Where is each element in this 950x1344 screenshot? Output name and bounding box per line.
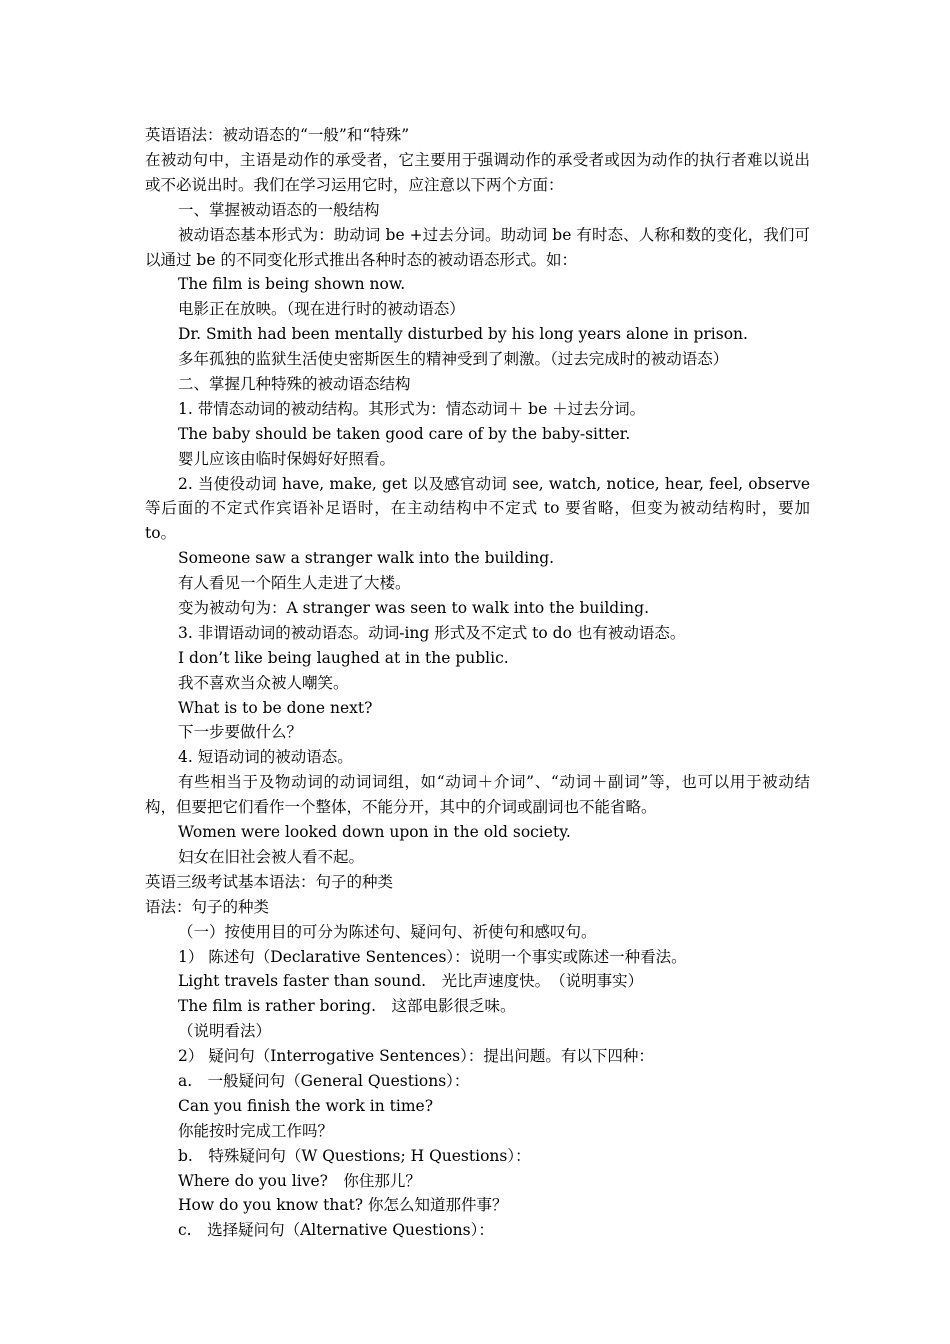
text-line: b. 特殊疑问句（W Questions; H Questions）： [178,1146,531,1165]
text-line: Light travels faster than sound. 光比声速度快。 （说明事实） [178,972,644,991]
text-line: 我不喜欢当众被人嘲笑。 [178,673,349,692]
text-line: 4. 短语动词的被动语态。 [178,748,353,767]
text-line: Where do you live? 你住那儿？ [178,1171,421,1190]
text-line: 2） 疑问句（Interrogative Sentences）：提出问题。有以下四种： [178,1047,654,1066]
text-line: c. 选择疑问句（Alternative Questions）： [178,1221,494,1240]
text-line: Dr. Smith had been mentally disturbed by his long years alone in prison. [178,325,748,344]
text-line: 二、掌握几种特殊的被动语态结构 [178,374,411,393]
text-line: Can you finish the work in time? [178,1096,434,1115]
text-line: The film is rather boring. 这部电影很乏味。 [178,997,516,1016]
text-line: 婴儿应该由临时保姆好好照看。 [178,449,396,468]
paragraph: 有些相当于及物动词的动词词组，如“动词＋介词”、“动词＋副词”等，也可以用于被动结构，但要把它们看作一个整体，不能分开，其中的介词或副词也不能省略。 [145,773,810,817]
text-line: 你能按时完成工作吗？ [178,1121,334,1140]
text-line: 多年孤独的监狱生活使史密斯医生的精神受到了刺激。（过去完成时的被动语态） [178,350,729,369]
text-line: Someone saw a stranger walk into the building. [178,549,555,568]
text-line: 1. 带情态动词的被动结构。其形式为：情态动词＋ be ＋过去分词。 [178,399,646,418]
text-line: What is to be done next? [178,698,373,717]
paragraph: 被动语态基本形式为：助动词 be +过去分词。助动词 be 有时态、人称和数的变化，我们可以通过 be 的不同变化形式推出各种时态的被动语态形式。如： [145,225,810,269]
text-line: 变为被动句为：A stranger was seen to walk into the building. [178,599,650,618]
text-line: 下一步要做什么？ [178,723,303,742]
paragraph: 2. 当使役动词 have, make, get 以及感官动词 see, watch, notice, hear, feel, observe 等后面的不定式作宾语补足语时，在主动结构中不定式 to 要省略，但变为被动结构时，要加 to。 [145,474,810,543]
text-line: 1） 陈述句（Declarative Sentences）：说明一个事实或陈述一种看法。 [178,947,687,966]
text-line: I don’t like being laughed at in the public. [178,648,509,667]
text-line: 一、掌握被动语态的一般结构 [178,200,380,219]
text-line: （说明看法） [178,1022,272,1041]
text-line: 电影正在放映。（现在进行时的被动语态） [178,300,465,319]
text-line: 3. 非谓语动词的被动语态。动词-ing 形式及不定式 to do 也有被动语态。 [178,623,686,642]
paragraph: 在被动句中，主语是动作的承受者，它主要用于强调动作的承受者或因为动作的执行者难以说出或不必说出时。我们在学习运用它时，应注意以下两个方面： [145,150,810,194]
text-line: 英语语法：被动语态的“一般”和“特殊” [145,126,410,144]
text-line: 妇女在旧社会被人看不起。 [178,847,365,866]
document-body [145,123,810,1243]
text-line: （一）按使用目的可分为陈述句、疑问句、祈使句和感叹句。 [178,922,597,941]
text-line: 语法：句子的种类 [145,897,270,916]
text-line: a. 一般疑问句（General Questions）： [178,1071,470,1090]
text-line: The baby should be taken good care of by the baby-sitter. [178,424,631,443]
text-line: The film is being shown now. [178,275,406,294]
text-line: 有人看见一个陌生人走进了大楼。 [178,574,411,593]
text-line: Women were looked down upon in the old society. [178,823,571,842]
text-line: 英语三级考试基本语法：句子的种类 [145,872,394,891]
text-line: How do you know that? 你怎么知道那件事？ [178,1196,508,1215]
